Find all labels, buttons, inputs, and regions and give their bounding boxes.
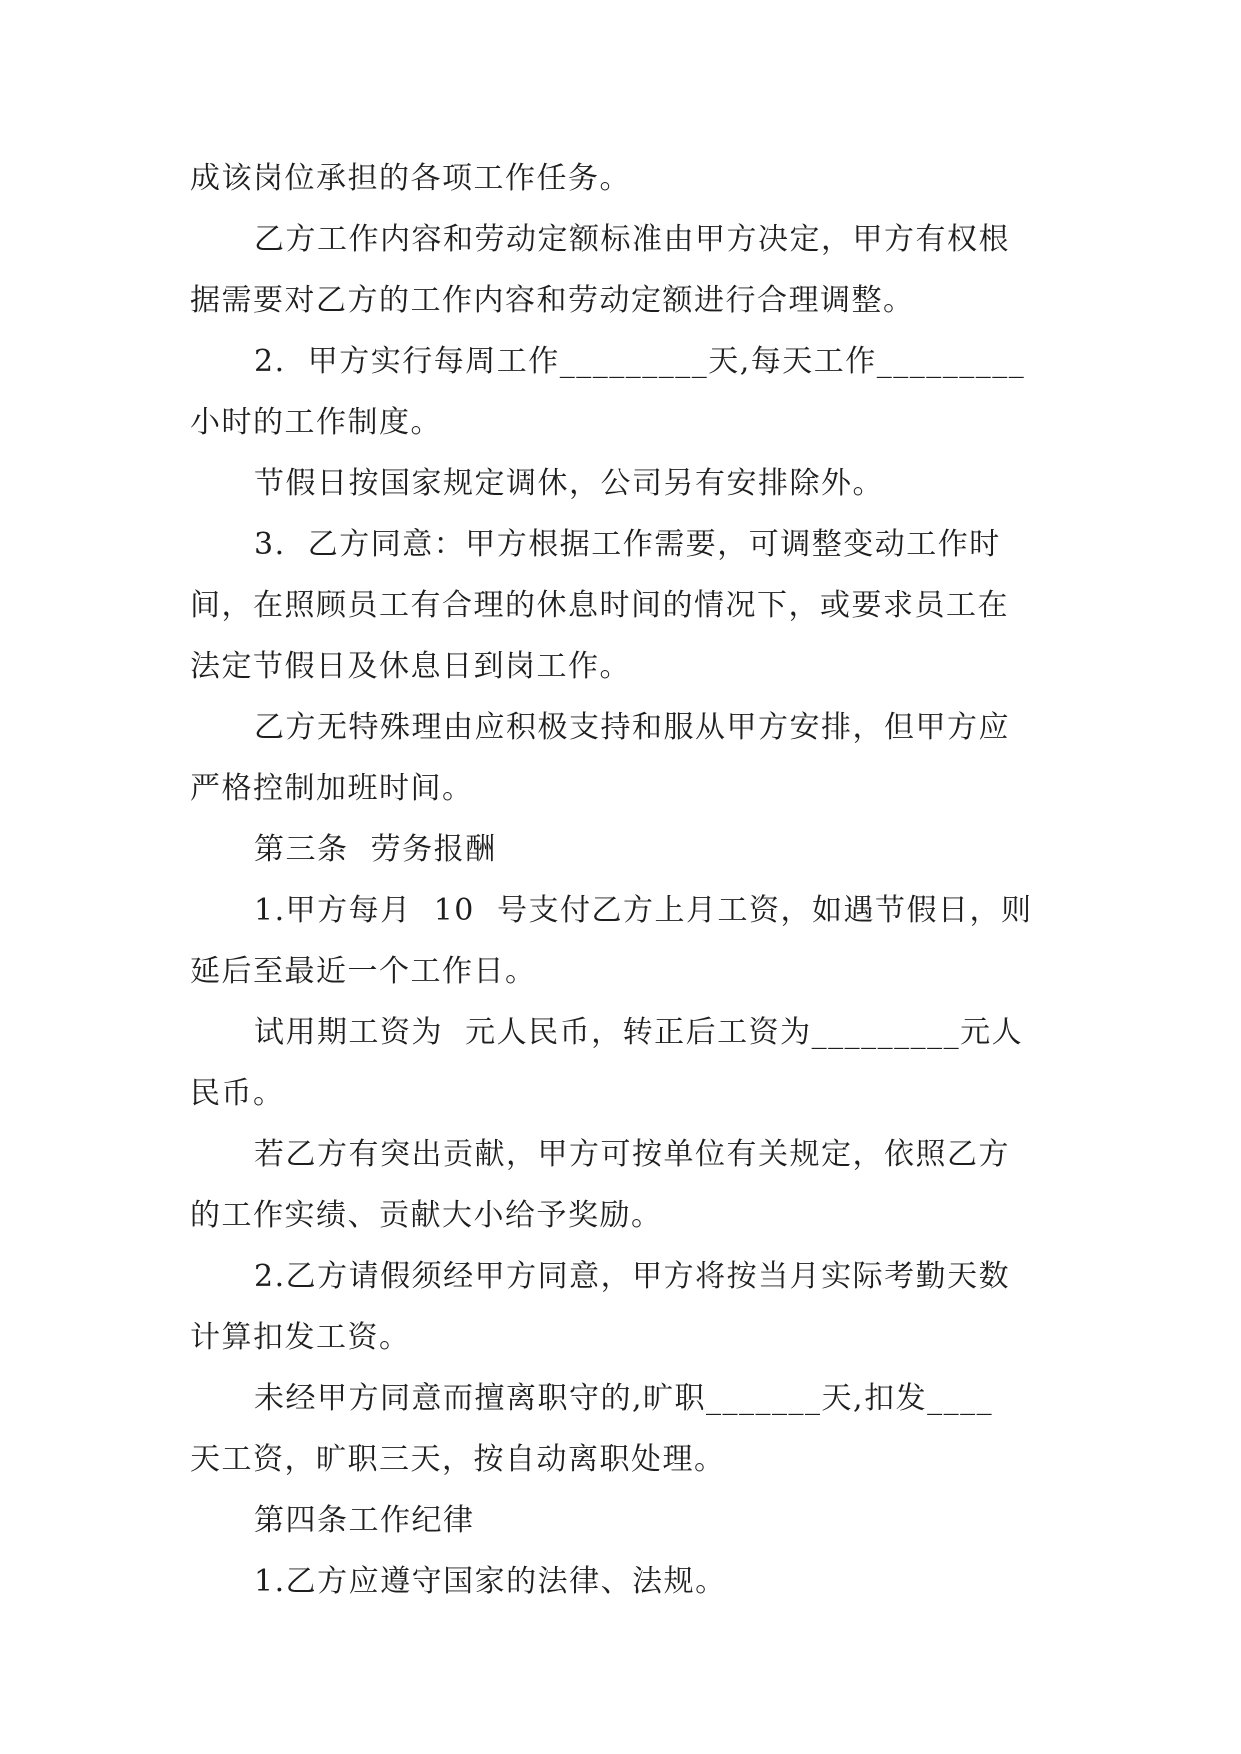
text-line: 3. 乙方同意：甲方根据工作需要，可调整变动工作时 — [254, 527, 1001, 562]
section-heading: 第三条 劳务报酬 — [254, 832, 497, 867]
text-line: 天工资，旷职三天，按自动离职处理。 — [190, 1442, 726, 1477]
text-line: 计算扣发工资。 — [190, 1320, 411, 1355]
section-heading: 第四条工作纪律 — [254, 1503, 475, 1538]
text-line: 2. 甲方实行每周工作_________天,每天工作_________ — [254, 344, 1026, 379]
text-line: 严格控制加班时间。 — [190, 771, 474, 806]
text-line: 若乙方有突出贡献，甲方可按单位有关规定，依照乙方 — [254, 1137, 1010, 1172]
text-line: 乙方无特殊理由应积极支持和服从甲方安排，但甲方应 — [254, 710, 1010, 745]
text-line: 1.乙方应遵守国家的法律、法规。 — [254, 1564, 727, 1599]
text-line: 法定节假日及休息日到岗工作。 — [190, 649, 631, 684]
text-line: 的工作实绩、贡献大小给予奖励。 — [190, 1198, 663, 1233]
text-line: 1.甲方每月 10 号支付乙方上月工资，如遇节假日，则 — [254, 893, 1033, 928]
text-line: 民币。 — [190, 1076, 285, 1111]
text-line: 未经甲方同意而擅离职守的,旷职_______天,扣发____ — [254, 1381, 994, 1416]
text-line: 试用期工资为 元人民币，转正后工资为_________元人 — [254, 1015, 1024, 1050]
text-line: 间，在照顾员工有合理的休息时间的情况下，或要求员工在 — [190, 588, 1009, 623]
text-line: 乙方工作内容和劳动定额标准由甲方决定，甲方有权根 — [254, 222, 1010, 257]
document-body — [190, 148, 1050, 1612]
text-line: 2.乙方请假须经甲方同意，甲方将按当月实际考勤天数 — [254, 1259, 1011, 1294]
text-line: 延后至最近一个工作日。 — [190, 954, 537, 989]
text-line: 成该岗位承担的各项工作任务。 — [190, 161, 631, 196]
text-line: 据需要对乙方的工作内容和劳动定额进行合理调整。 — [190, 283, 915, 318]
text-line: 小时的工作制度。 — [190, 405, 442, 440]
text-line: 节假日按国家规定调休，公司另有安排除外。 — [254, 466, 884, 501]
